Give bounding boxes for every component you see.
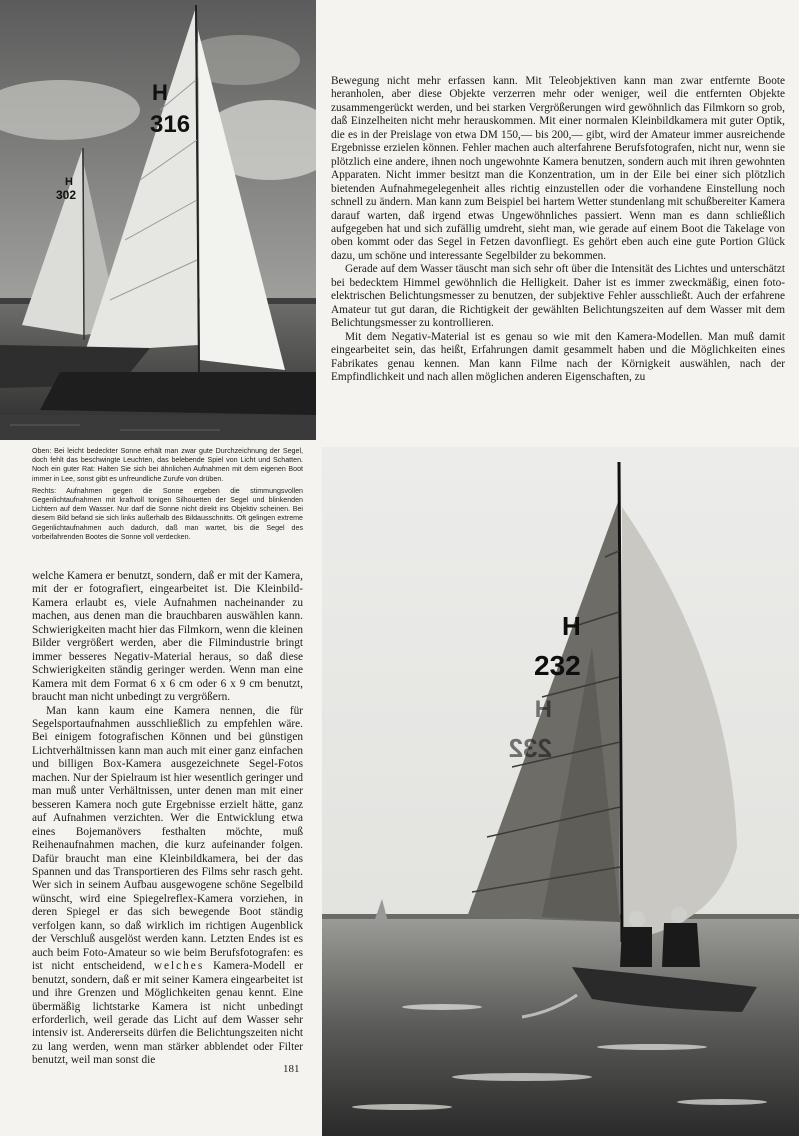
paragraph: Bewegung nicht mehr erfassen kann. Mit Teleobjektiven kann man zwar entfernte Boote heranholen, aber diese Objekte verzerren mehr oder weniger, weil die entfernten Objekte zusammengerückt werden, und bei starken Vergrößerungen wird gewöhnlich das Filmkorn so grob, daß Einzelheiten nicht mehr herauskommen. Mit einer normalen Kleinbildkamera mit guter Optik, die es in der Preislage von etwa DM 150,— bis 200,— gibt, wird der Amateur immer ausreichende Ergebnisse erzielen können. Fehler machen auch alterfahrene Berufsfotografen, nicht nur, wenn sie plötzlich eine andere, ihnen noch ungewohnte Kamera benutzen, sondern auch mit ihren gewohnten Apparaten. Nicht immer besitzt man die Konzentration, um in der Eile bei einer sich plötzlich bietenden Aufnahmegelegenheit alles richtig einzustellen oder die vorhandene Einstellung noch schnell zu ändern. Man kann zum Beispiel bei hartem Wetter stundenlang mit schußbereiter Kamera darauf warten, daß irgend etwas Ungewöhnliches passiert. Wenn man es dann schließlich aufgegeben hat und sich zufällig umdreht, sieht man, wie gerade auf einem Boot die Takelage von oben kommt oder das Segel in Fetzen davonfliegt. Es gehört eben auch eine gute Portion Glück dazu, um schöne und interessante Segelbilder zu bekommen. <box>331 75 785 262</box>
paragraph: Gerade auf dem Wasser täuscht man sich sehr oft über die Intensität des Lichtes und unterschätzt bei bedecktem Himmel gewöhnlich die Helligkeit. Daher ist es immer zweckmäßig, einen foto-elektrischen Belichtungsmesser zu benutzen, der subjektive Fehler ausschließt. Auch der erfahrene Amateur tut gut daran, die Richtigkeit der gewählten Belichtungszeiten auf dem Wasser mit dem Belichtungsmesser zu kontrollieren. <box>331 263 785 330</box>
paragraph: Mit dem Negativ-Material ist es genau so wie mit den Kamera-Modellen. Man muß damit eingearbeitet sein, das heißt, Erfahrungen damit gesammelt haben und die Möglichkeiten eines Fabrikates genau kennen. Man kann Filme nach der Körnigkeit auswählen, nach der Empfindlichkeit und nach allen möglichen anderen Eigenschaften, zu <box>331 330 785 383</box>
page-number: 181 <box>283 1063 300 1075</box>
sail-number-232: 232 <box>534 650 581 681</box>
sail-number-316: 316 <box>150 111 191 138</box>
paragraph-text: Kamera-Modell er benutzt, sondern, daß er mit seiner Kamera eingearbeitet ist und ihre Grenzen und Möglichkeiten genau kennt. Eine übermäßig lichtstarke Kamera ist nicht unbedingt erforderlich, weil gerade das Licht auf dem Wasser sehr intensiv ist. Andererseits dürfen die Belichtungszeiten nicht zu lang werden, wenn man stärker abblendet oder Filter benutzt, weil man sonst die <box>32 960 303 1067</box>
paragraph <box>32 705 303 1068</box>
emphasis: welches <box>153 960 205 973</box>
sail-letter-h-mirrored: H <box>534 696 552 723</box>
caption-top: Oben: Bei leicht bedeckter Sonne erhält man zwar gute Durchzeichnung der Segel, doch fehlt das beschwingte Leuchten, das belebende Spiel von Licht und Schatten. Noch ein guter Rat: Halten Sie sich bei ähnlichen Aufnahmen mit dem eigenen Boot immer in Lee, sonst gibt es unfreundliche Zurufe von drüben. <box>32 447 303 483</box>
sail-number-302: 302 <box>56 188 77 202</box>
photo-two-sailboats <box>0 0 316 440</box>
sail-number-302-letter: H <box>65 176 73 188</box>
paragraph: welche Kamera er benutzt, sondern, daß er mit der Kamera, mit der er fotografiert, eingearbeitet ist. Die Kleinbild-Kamera erlaubt es, viele Aufnahmen nacheinander zu machen, aus denen man die brauchbaren auswählen kann. Schwierigkeiten macht hier das Filmkorn, wenn die kleinen Bilder vergrößert werden, aber die Filmindustrie bringt immer besseres Negativ-Material heraus, so daß diese Schwierigkeiten ständig geringer werden. Wenn man eine Kamera mit dem Format 6 x 6 cm oder 6 x 9 cm benutzt, braucht man nicht unbedingt zu vergrößern. <box>32 570 303 704</box>
paragraph-text: Man kann kaum eine Kamera nennen, die für Segelsportaufnahmen ausschließlich zu empfehlen wäre. Bei einigem fotografischen Können und bei günstigen Lichtverhältnissen kann man auch mit einer ganz einfachen und billigen Box-Kamera ausgezeichnete Segel-Fotos machen. Nur der Spielraum ist hier wesentlich geringer und man muß unter Verhältnissen, unter denen man mit einer besseren Kamera noch gute Ergebnisse erzielt hätte, ganz auf Aufnahmen verzichten. Wer die Entwicklung etwa eines Bojemanövers festhalten möchte, muß Reihenaufnahmen machen, die kurz aufeinander folgen. Dafür braucht man eine Kleinbildkamera, bei der das Spannen und das Transportieren des Films sehr rasch geht. Wer sich in seinem Aufbau ausgewogene schöne Segelbild wünscht, wird eine Spiegelreflex-Kamera vorziehen, in deren Spiegel er das sich bewegende Boot ständig verfolgen kann, so daß wirklich im richtigen Augenblick der Verschluß ausgelöst werden kann. Letzten Endes ist es auch beim Foto-Amateur so wie beim Berufsfotografen: es ist nicht entscheidend, <box>32 704 303 973</box>
sail-number-316-letter: H <box>152 80 168 105</box>
caption-right: Rechts: Aufnahmen gegen die Sonne ergeben die stimmungsvollen Gegenlichtaufnahmen mit kraftvoll tonigen Silhouetten der Segel und blinkenden Lichtern auf dem Wasser. Nur darf die Sonne nicht direkt ins Objektiv scheinen. Bei diesem Bild befand sie sich links außerhalb des Bildausschnitts. Oft gelingen extreme Gegenlichtaufnahmen auch dadurch, daß man wartet, bis die Segel des vorbeifahrenden Bootes die Sonne voll verdecken. <box>32 486 303 541</box>
sail-letter-h: H <box>562 611 581 641</box>
photo-captions <box>32 447 303 545</box>
article-column-left <box>32 570 303 1068</box>
sail-number-232-mirrored: 232 <box>508 733 552 763</box>
article-column-right <box>331 75 785 384</box>
photo-sailboat-backlight <box>322 447 799 1136</box>
